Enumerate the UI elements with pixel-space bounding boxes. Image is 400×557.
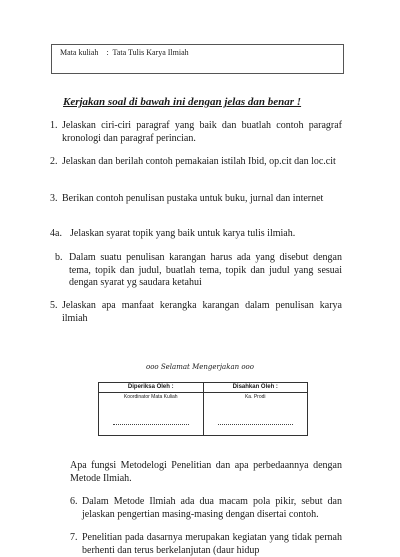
exam-instruction: Kerjakan soal di bawah ini dengan jelas dan benar ! <box>63 96 302 108</box>
question-number: 7. <box>70 532 78 543</box>
approved-by-header: Disahkan Oleh : <box>203 383 308 393</box>
question-number: b. <box>55 252 63 263</box>
question-number: 6. <box>70 496 78 507</box>
course-header-box <box>51 44 344 74</box>
question-text: Penelitian pada dasarnya merupakan kegiatan yang tidak pernah berhenti dan terus berkelanjutan (daur hidup <box>82 532 342 556</box>
question-text: Berikan contoh penulisan pustaka untuk buku, jurnal dan internet <box>62 193 324 204</box>
question-number: 2. <box>50 156 58 167</box>
question-text: Apa fungsi Metodelogi Penelitian dan apa perbedaannya dengan Metode Ilmiah. <box>70 460 342 484</box>
question-3 <box>50 193 342 206</box>
question-text: Dalam suatu penulisan karangan harus ada yang disebut dengan tema, topik dan judul, buatlah tema, topik dan judul yang sesuai dengan syarat yg saudara ketahui <box>69 252 342 288</box>
extra-question-intro <box>70 460 342 485</box>
question-text: Jelaskan syarat topik yang baik untuk karya tulis ilmiah. <box>70 228 296 239</box>
question-number: 4a. <box>50 228 62 239</box>
approved-by-role: Ka. Prodi <box>244 394 266 400</box>
signature-table <box>98 382 308 436</box>
course-header-line <box>60 48 189 57</box>
question-7 <box>70 532 342 557</box>
question-4a <box>50 228 342 241</box>
question-number: 1. <box>50 120 58 131</box>
question-text: Dalam Metode Ilmiah ada dua macam pola pikir, sebut dan jelaskan pengertian masing-masing dengan disertai contoh. <box>82 496 342 520</box>
question-number: 5. <box>50 300 58 311</box>
question-text: Jelaskan apa manfaat kerangka karangan dalam penulisan karya ilmiah <box>62 300 342 324</box>
question-4b <box>55 252 342 290</box>
course-name: Tata Tulis Karya Ilmiah <box>112 48 189 57</box>
approved-by-cell <box>203 393 308 436</box>
question-5 <box>50 300 342 325</box>
course-separator: : <box>106 48 109 57</box>
signature-line <box>113 424 189 425</box>
question-text: Jelaskan ciri-ciri paragraf yang baik dan buatlah contoh paragraf kronologi dan paragraf perincian. <box>62 120 342 144</box>
course-label: Mata kuliah <box>60 48 99 57</box>
checked-by-cell <box>99 393 204 436</box>
checked-by-role: Koordinator Mata Kuliah <box>123 394 178 400</box>
question-6 <box>70 496 342 521</box>
question-1 <box>50 120 342 145</box>
question-2 <box>50 156 342 169</box>
question-text: Jelaskan dan berilah contoh pemakaian istilah Ibid, op.cit dan loc.cit <box>62 156 336 167</box>
checked-by-header: Diperiksa Oleh : <box>99 383 204 393</box>
closing-greeting: ooo Selamat Mengerjakan ooo <box>146 363 254 371</box>
question-number: 3. <box>50 193 58 204</box>
signature-line <box>218 424 294 425</box>
